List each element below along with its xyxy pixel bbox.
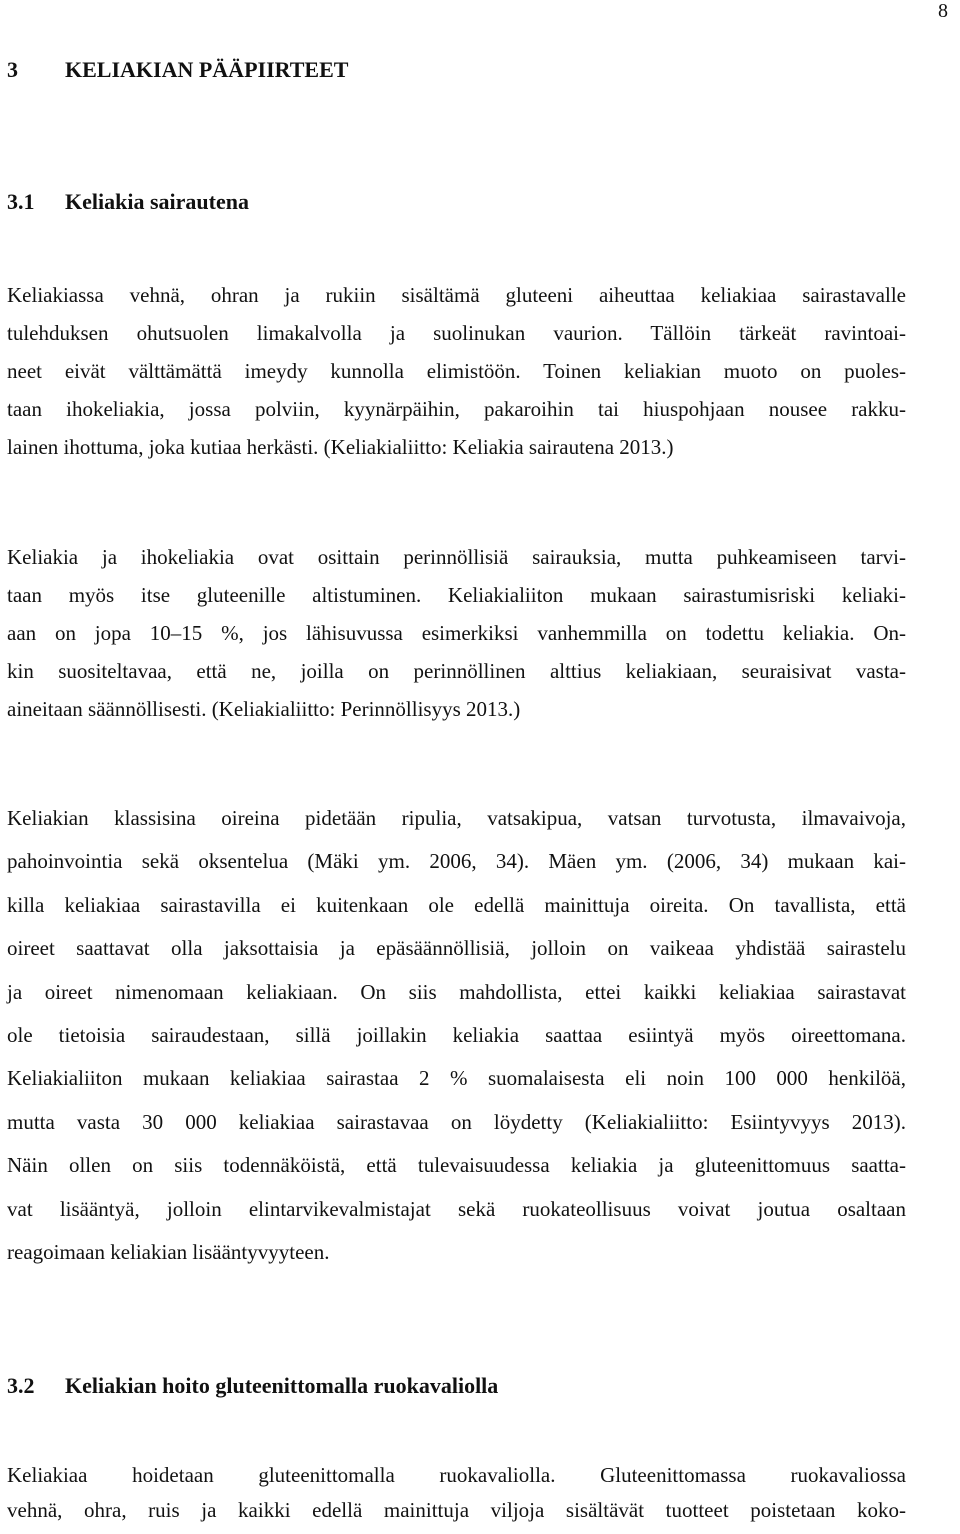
paragraph-line: Keliakiassa vehnä, ohran ja rukiin sisältämä gluteeni aiheuttaa keliakiaa sairastavalle (7, 283, 906, 307)
paragraph-line: lainen ihottuma, joka kutiaa herkästi. (Keliakialiitto: Keliakia sairautena 2013.) (7, 435, 674, 459)
subsection-title-1: Keliakia sairautena (65, 189, 249, 214)
subsection-title-2: Keliakian hoito gluteenittomalla ruokavaliolla (65, 1373, 499, 1398)
subsection-heading-2 (7, 1373, 498, 1399)
paragraph-4 (7, 1458, 906, 1528)
paragraph-2 (7, 538, 906, 728)
subsection-heading-1 (7, 189, 249, 215)
paragraph-3 (7, 797, 906, 1274)
paragraph-line: aineitaan säännöllisesti. (Keliakialiitto: Perinnöllisyys 2013.) (7, 697, 521, 721)
paragraph-line: taan ihokeliakia, jossa polviin, kyynärpäihin, pakaroihin tai hiuspohjaan nousee rakku- (7, 397, 906, 421)
section-title: KELIAKIAN PÄÄPIIRTEET (65, 57, 349, 82)
section-heading (7, 57, 348, 83)
paragraph-1 (7, 276, 906, 466)
section-number: 3 (7, 57, 18, 82)
paragraph-line: vat lisääntyä, jolloin elintarvikevalmistajat sekä ruokateollisuus voivat joutua osaltaan (7, 1196, 906, 1221)
paragraph-line: aan on jopa 10–15 %, jos lähisuvussa esimerkiksi vanhemmilla on todettu keliakia. On- (7, 621, 906, 645)
subsection-number-1: 3.1 (7, 189, 35, 214)
paragraph-line: ja oireet nimenomaan keliakiaan. On siis mahdollista, ettei kaikki keliakiaa sairastavat (7, 979, 906, 1004)
paragraph-line: mutta vasta 30 000 keliakiaa sairastavaa on löydetty (Keliakialiitto: Esiintyvyys 2013). (7, 1109, 906, 1134)
paragraph-line: pahoinvointia sekä oksentelua (Mäki ym. 2006, 34). Mäen ym. (2006, 34) mukaan kai- (7, 849, 906, 874)
paragraph-line: tulehduksen ohutsuolen limakalvolla ja suolinukan vaurion. Tällöin tärkeät ravintoai- (7, 321, 906, 345)
page-number: 8 (938, 0, 948, 22)
paragraph-line: kin suositeltavaa, että ne, joilla on perinnöllinen alttius keliakiaan, seuraisivat vasta- (7, 659, 906, 683)
subsection-number-2: 3.2 (7, 1373, 35, 1398)
paragraph-line: neet eivät välttämättä imeydy kunnolla elimistöön. Toinen keliakian muoto on puoles- (7, 359, 906, 383)
paragraph-line: Keliakialiiton mukaan keliakiaa sairastaa 2 % suomalaisesta eli noin 100 000 henkilöä, (7, 1066, 906, 1091)
paragraph-line: vehnä, ohra, ruis ja kaikki edellä mainittuja viljoja sisältävät tuotteet poistetaan koko- (7, 1498, 906, 1522)
paragraph-line: ole tietoisia sairaudestaan, sillä joillakin keliakia saattaa esiintyä myös oireettomana. (7, 1023, 906, 1048)
paragraph-line: reagoimaan keliakian lisääntyvyyteen. (7, 1240, 330, 1265)
paragraph-line: Keliakiaa hoidetaan gluteenittomalla ruokavaliolla. Gluteenittomassa ruokavaliossa (7, 1463, 906, 1487)
paragraph-line: oireet saattavat olla jaksottaisia ja epäsäännöllisiä, jolloin on vaikeaa yhdistää sairastelu (7, 936, 906, 961)
paragraph-line: Keliakian klassisina oireina pidetään ripulia, vatsakipua, vatsan turvotusta, ilmavaivoja, (7, 806, 906, 830)
paragraph-line: Keliakia ja ihokeliakia ovat osittain perinnöllisiä sairauksia, mutta puhkeamiseen tarvi- (7, 545, 906, 569)
paragraph-line: taan myös itse gluteenille altistuminen. Keliakialiiton mukaan sairastumisriski keliaki- (7, 583, 906, 607)
paragraph-line: killa keliakiaa sairastavilla ei kuitenkaan ole edellä mainittuja oireita. On tavallista, että (7, 892, 906, 917)
paragraph-line: Näin ollen on siis todennäköistä, että tulevaisuudessa keliakia ja gluteenittomuus saatta- (7, 1153, 906, 1178)
